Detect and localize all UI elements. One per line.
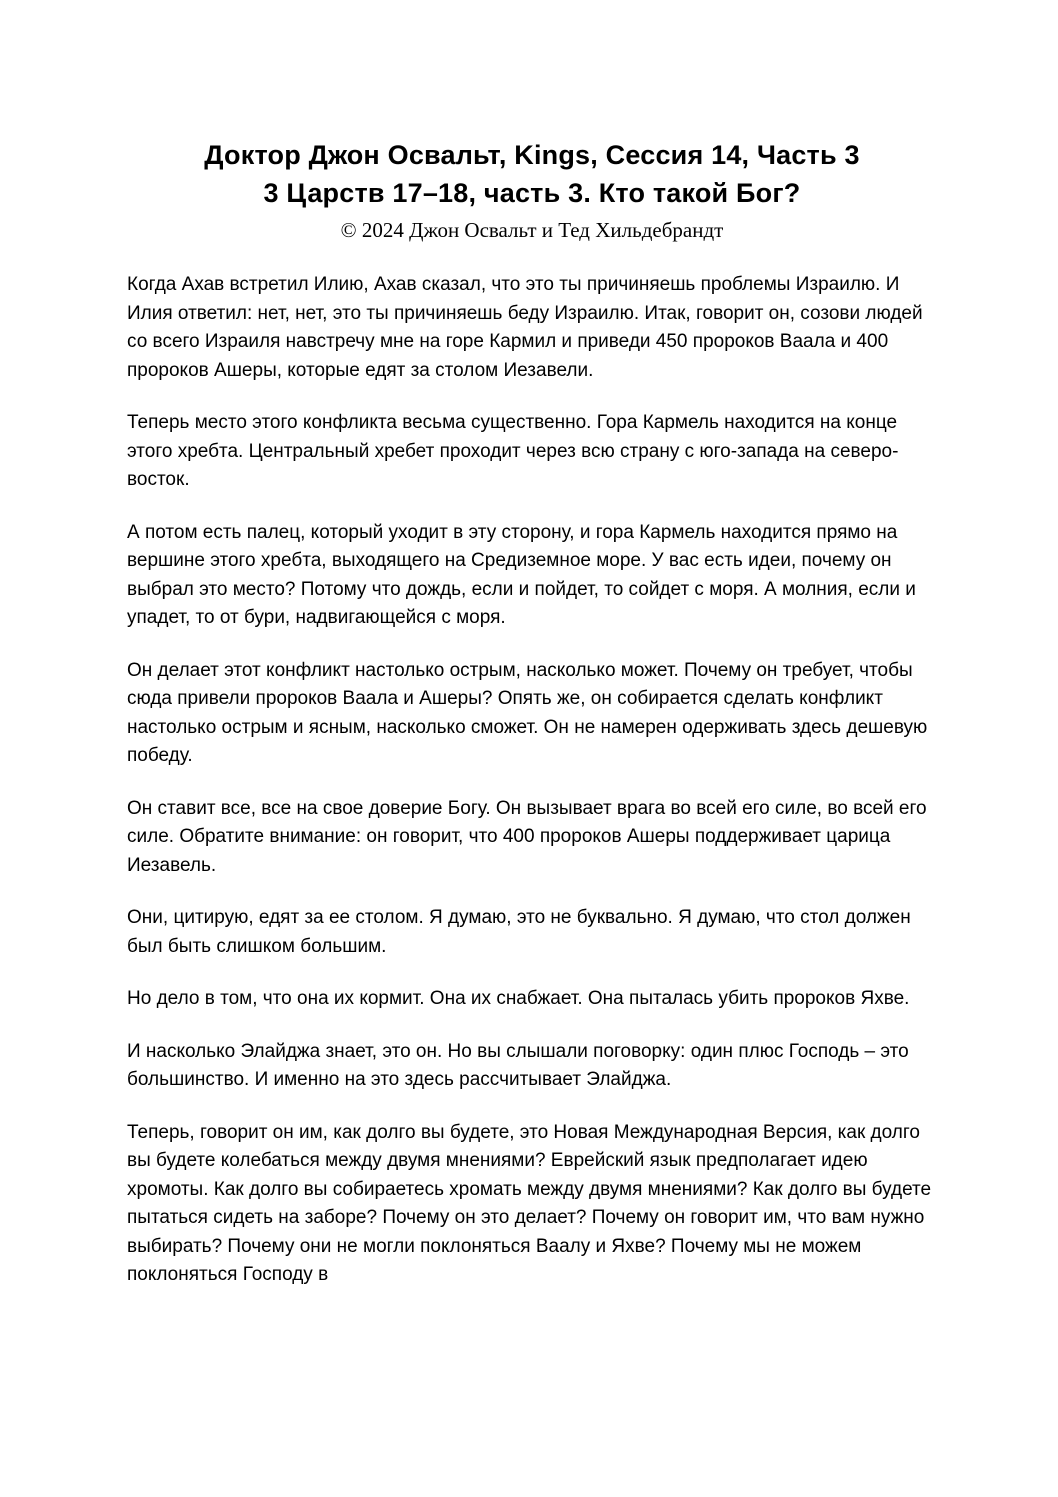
paragraph: Они, цитирую, едят за ее столом. Я думаю, это не буквально. Я думаю, что стол должен был быть слишком большим. <box>127 907 911 957</box>
paragraph: А потом есть палец, который уходит в эту сторону, и гора Кармель находится прямо на вершине этого хребта, выходящего на Средиземное море. У вас есть идеи, почему он выбрал это место? Потому что дождь, если и пойдет, то сойдет с моря. А молния, если и упадет, то от бури, надвигающейся с моря. <box>127 521 916 628</box>
paragraph: И насколько Элайджа знает, это он. Но вы слышали поговорку: один плюс Господь – это большинство. И именно на это здесь рассчитывает Элайджа. <box>127 1040 909 1090</box>
paragraph: Теперь, говорит он им, как долго вы будете, это Новая Международная Версия, как долго вы будете колебаться между двумя мнениями? Еврейский язык предполагает идею хромоты. Как долго вы собираетесь хромать между двумя мнениями? Как долго вы будете пытаться сидеть на заборе? Почему он это делает? Почему он говорит им, что вам нужно выбирать? Почему они не могли поклоняться Ваалу и Яхве? Почему мы не можем поклоняться Господу в <box>127 1121 932 1285</box>
title-line-1: Доктор Джон Освальт, Kings, Сессия 14, Часть 3 <box>204 140 860 170</box>
copyright-line: © 2024 Джон Освальт и Тед Хильдебрандт <box>340 218 724 242</box>
document-body <box>127 271 937 1290</box>
paragraph: Теперь место этого конфликта весьма существенно. Гора Кармель находится на конце этого хребта. Центральный хребет проходит через всю страну с юго-запада на северо-восток. <box>127 412 899 490</box>
paragraph: Но дело в том, что она их кормит. Она их снабжает. Она пыталась убить пророков Яхве. <box>127 988 910 1009</box>
paragraph: Когда Ахав встретил Илию, Ахав сказал, что это ты причиняешь проблемы Израилю. И Илия ответил: нет, нет, это ты причиняешь беду Израилю. Итак, говорит он, созови людей со всего Израиля навстречу мне на горе Кармил и приведи 450 пророков Ваала и 400 пророков Ашеры, которые едят за столом Иезавели. <box>127 274 923 381</box>
document-title <box>127 136 937 212</box>
paragraph: Он ставит все, все на свое доверие Богу. Он вызывает врага во всей его силе, во всей его силе. Обратите внимание: он говорит, что 400 пророков Ашеры поддерживает царица Иезавель. <box>127 797 927 876</box>
paragraph: Он делает этот конфликт настолько острым, насколько может. Почему он требует, чтобы сюда привели пророков Ваала и Ашеры? Опять же, он собирается сделать конфликт настолько острым и ясным, насколько сможет. Он не намерен одерживать здесь дешевую победу. <box>127 659 928 766</box>
title-line-2: 3 Царств 17–18, часть 3. Кто такой Бог? <box>263 178 801 208</box>
